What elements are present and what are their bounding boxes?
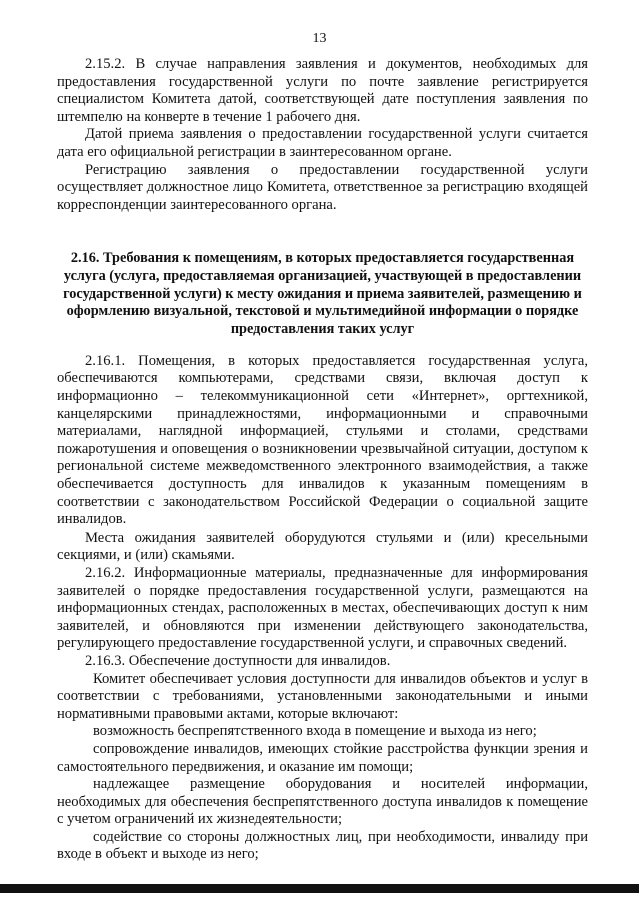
- list-item-equipment: надлежащее размещение оборудования и носителей информации, необходимых для обеспечения беспрепятственного доступа инвалидов к помещение с учетом ограничений их жизнедеятельности;: [57, 776, 588, 828]
- scan-bottom-edge: [0, 884, 639, 893]
- list-item-assistance: содействие со стороны должностных лиц, при необходимости, инвалиду при входе в объект и выходе из него;: [57, 828, 588, 863]
- paragraph-waiting-places: Места ожидания заявителей оборудуются стульями и (или) кресельными секциями, и (или) скамьями.: [57, 529, 588, 564]
- paragraph-2-16-3: 2.16.3. Обеспечение доступности для инвалидов.: [85, 652, 391, 669]
- document-body: [57, 56, 588, 864]
- paragraph-registration: Регистрацию заявления о предоставлении государственной услуги осуществляет должностное лицо Комитета, ответственное за регистрацию входящей корреспонденции заинтересованного органа.: [57, 161, 588, 213]
- paragraph-2-16-1: 2.16.1. Помещения, в которых предоставляется государственная услуга, обеспечиваются компьютерами, средствами связи, включая доступ к информационно – телекоммуникационной сети «Интернет», оргтехникой, канцелярскими принадлежностями, информационными и справочными материалами, наглядной информацией, стульями и столами, средствами пожаротушения и оповещения о возникновении чрезвычайной ситуации, доступом к региональной системе межведомственного электронного взаимодействия, а также обеспечивается доступность для инвалидов к указанным помещениям в соответствии с законодательством Российской Федерации о социальной защите инвалидов.: [57, 352, 588, 528]
- page-number: 13: [312, 31, 327, 46]
- list-item-escort: сопровождение инвалидов, имеющих стойкие расстройства функции зрения и самостоятельного передвижения, и оказание им помощи;: [57, 740, 588, 775]
- section-heading-2-16: 2.16. Требования к помещениям, в которых предоставляется государственная услуга (услуга, предоставляемая организацией, участвующей в предоставлении государственной услуги) к месту ожидания и приема заявителей, размещению и оформлению визуальной, текстовой и мультимедийной информации о порядке предоставления таких услуг: [63, 250, 582, 338]
- list-item-entrance: возможность беспрепятственного входа в помещение и выхода из него;: [93, 723, 537, 740]
- paragraph-2-16-2: 2.16.2. Информационные материалы, предназначенные для информирования заявителей о порядке предоставления государственной услуги, размещаются на информационных стендах, расположенных в местах, обеспечивающих доступ к ним заявителей, и обновляются при изменении действующего законодательства, регулирующего предоставление государственной услуги, и справочных сведений.: [57, 564, 588, 652]
- paragraph-application-date: Датой приема заявления о предоставлении государственной услуги считается дата его официальной регистрации в заинтересованном органе.: [57, 126, 588, 160]
- paragraph-2-15-2: 2.15.2. В случае направления заявления и документов, необходимых для предоставления государственной услуги по почте заявление регистрируется специалистом Комитета датой, соответствующей дате поступления заявления по штемпелю на конверте в течение 1 рабочего дня.: [57, 56, 588, 125]
- paragraph-committee-accessibility: Комитет обеспечивает условия доступности для инвалидов объектов и услуг в соответствии с требованиями, установленными законодательными и иными нормативными правовыми актами, которые включают:: [57, 670, 588, 722]
